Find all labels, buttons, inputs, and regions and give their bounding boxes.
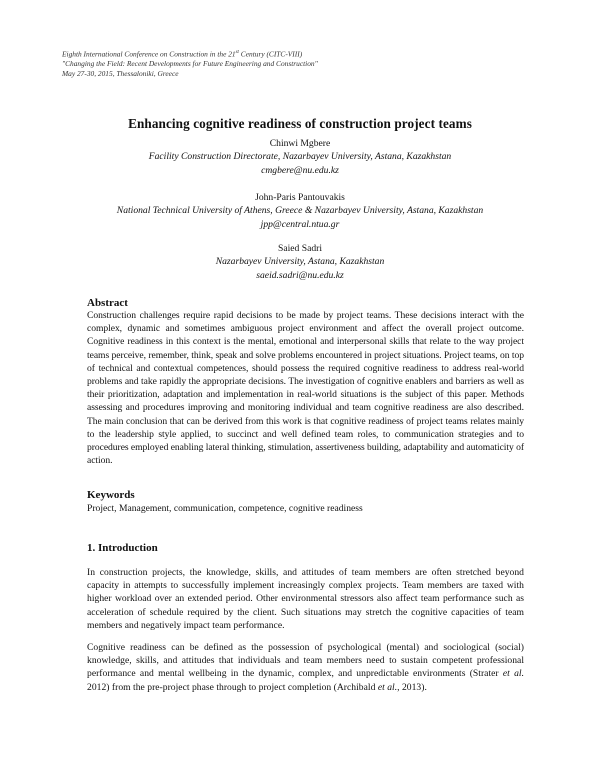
keywords-heading: Keywords (87, 489, 135, 501)
author-email[interactable]: jpp@central.ntua.gr (260, 218, 340, 230)
author-block (0, 242, 600, 282)
abstract-heading: Abstract (87, 297, 128, 309)
author-affiliation: Nazarbayev University, Astana, Kazakhstan (215, 256, 385, 268)
author-email[interactable]: saeid.sadri@nu.edu.kz (256, 269, 344, 281)
conference-name: Eighth International Conference on Construction in the 21st Century (CITC-VIII) (62, 49, 303, 59)
author-block (0, 191, 600, 231)
abstract-text: Construction challenges require rapid decisions to be made by project teams. These decisions interact with the complex, dynamic and sometimes ambiguous project environment and affect the overall project outcome. Cognitive readiness in this context is the mental, emotional and interpersonal skills that relate to the way project teams perceive, remember, think, speak and solve problems encountered in project situations. Project teams, on top of technical and contextual competences, should possess the required cognitive readiness to address real-world problems and take rapidly the appropriate decisions. The investigation of cognitive enablers and barriers as well as their prioritization, adaptation and implementation in real-world situations is the subject of this paper. Methods assessing and procedures improving and monitoring individual and team cognitive readiness are also described. The main conclusion that can be derived from this work is that cognitive readiness of project teams relates mainly to the leadership style applied, to succinct and well defined team roles, to communication strategies and to procedures employed enabling lateral thinking, stimulation, assertiveness building, adaptability and automaticity of action. (87, 310, 525, 467)
author-affiliation: National Technical University of Athens, Greece & Nazarbayev University, Astana, Kazakhstan (116, 205, 484, 217)
paper-title: Enhancing cognitive readiness of construction project teams (128, 116, 472, 131)
author-block (0, 137, 600, 177)
conference-theme: "Changing the Field: Recent Developments for Future Engineering and Construction" (62, 59, 318, 69)
introduction-paragraph-1: In construction projects, the knowledge, skills, and attitudes of team members are often stretched beyond capacity in attempts to successfully implement increasingly complex projects. Team members are taxed with higher workload over an extended period. Other environmental stressors also affect team performance such as acceleration of schedule required by the client. Such situations may stretch the cognitive capacities of team members and negatively impact team performance. (87, 567, 524, 631)
conference-date-location: May 27-30, 2015, Thessaloniki, Greece (62, 68, 179, 78)
author-affiliation: Facility Construction Directorate, Nazarbayev University, Astana, Kazakhstan (148, 151, 452, 163)
introduction-paragraph-2: Cognitive readiness can be defined as the possession of psychological (mental) and sociological (social) knowledge, skills, and attitudes that individuals and team members need to sustain competent professional performance and mental wellbeing in the dynamic, complex, and unpredictable environments (Strater et al. 2012) from the pre-project phase through to project completion (Archibald et al., 2013). (87, 642, 524, 693)
author-name: John-Paris Pantouvakis (255, 192, 345, 203)
author-name: Saied Sadri (278, 243, 322, 254)
keywords-text: Project, Management, communication, competence, cognitive readiness (87, 503, 363, 514)
author-email[interactable]: cmgbere@nu.edu.kz (261, 164, 339, 176)
introduction-heading: 1. Introduction (87, 542, 158, 554)
author-name: Chinwi Mgbere (269, 138, 331, 149)
conference-header (62, 48, 542, 78)
